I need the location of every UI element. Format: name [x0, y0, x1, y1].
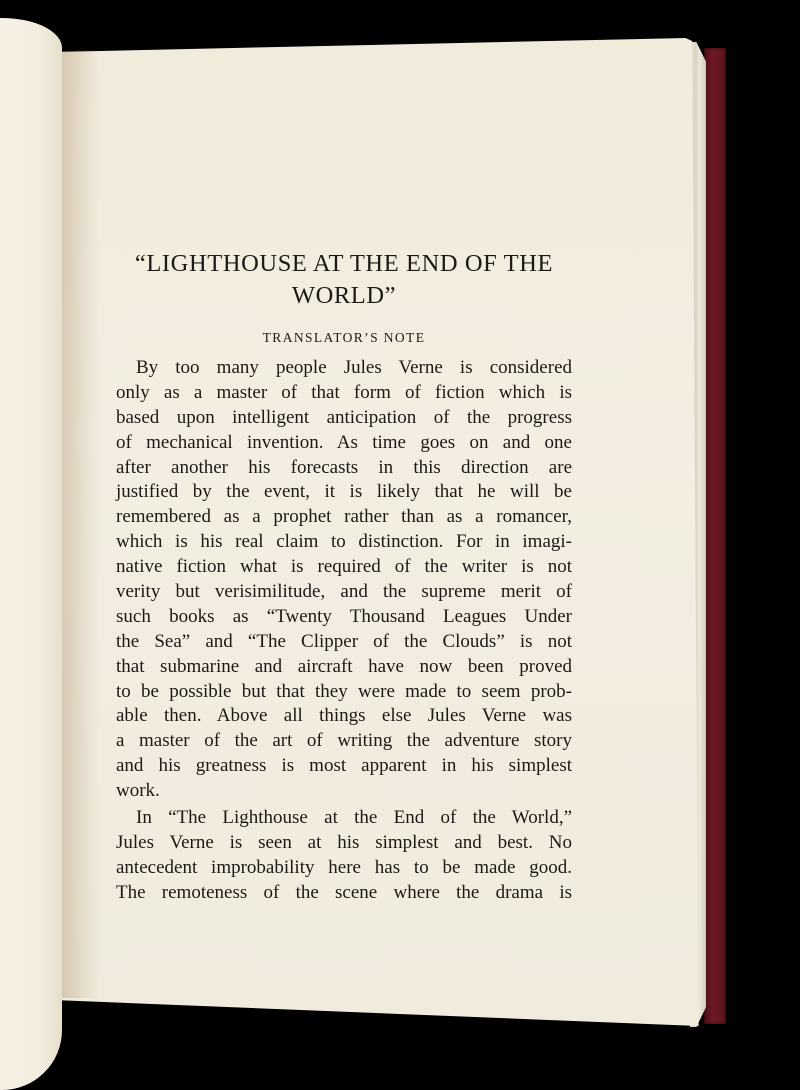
text-line: native fiction what is required of the writer is not — [116, 556, 572, 578]
text-line: Jules Verne is seen at his simplest and best. No — [116, 831, 572, 853]
chapter-title — [116, 248, 572, 312]
text-line: justified by the event, it is likely that he will be — [116, 481, 572, 503]
text-line: the Sea” and “The Clipper of the Clouds” is not — [116, 630, 572, 652]
text-line: By too many people Jules Verne is considered — [136, 357, 572, 378]
text-line: The remoteness of the scene where the drama is — [116, 881, 572, 903]
text-line: that submarine and aircraft have now been proved — [116, 655, 572, 677]
page-text — [116, 248, 572, 906]
paragraph-2 — [116, 806, 572, 906]
text-line: based upon intelligent anticipation of the progress — [116, 406, 572, 428]
left-page-curl — [0, 18, 62, 1090]
text-line: antecedent improbability here has to be made good. — [116, 856, 572, 878]
text-line: after another his forecasts in this direction are — [116, 456, 572, 478]
gutter-shadow — [60, 38, 100, 998]
text-line: and his greatness is most apparent in his simplest — [116, 755, 572, 777]
section-subtitle: TRANSLATOR’S NOTE — [262, 330, 426, 345]
text-line: verity but verisimilitude, and the supreme merit of — [116, 581, 572, 603]
title-line-2: WORLD” — [291, 282, 397, 309]
text-line: of mechanical invention. As time goes on and one — [116, 431, 572, 453]
text-line: which is his real claim to distinction. For in imagi- — [116, 531, 572, 553]
text-line: remembered as a prophet rather than as a romancer, — [116, 506, 572, 528]
text-line: only as a master of that form of fiction which is — [116, 381, 572, 403]
paragraph-1 — [116, 356, 572, 804]
red-cloth-cover-edge — [704, 48, 726, 1024]
title-line-1: “LIGHTHOUSE AT THE END OF THE — [134, 250, 554, 277]
text-line: work. — [116, 780, 160, 802]
text-line: such books as “Twenty Thousand Leagues Under — [116, 605, 572, 627]
text-line: In “The Lighthouse at the End of the World,” — [136, 807, 572, 829]
text-line: to be possible but that they were made to seem prob- — [116, 680, 572, 702]
text-line: a master of the art of writing the adventure story — [116, 730, 572, 752]
text-line: able then. Above all things else Jules Verne was — [116, 705, 572, 727]
